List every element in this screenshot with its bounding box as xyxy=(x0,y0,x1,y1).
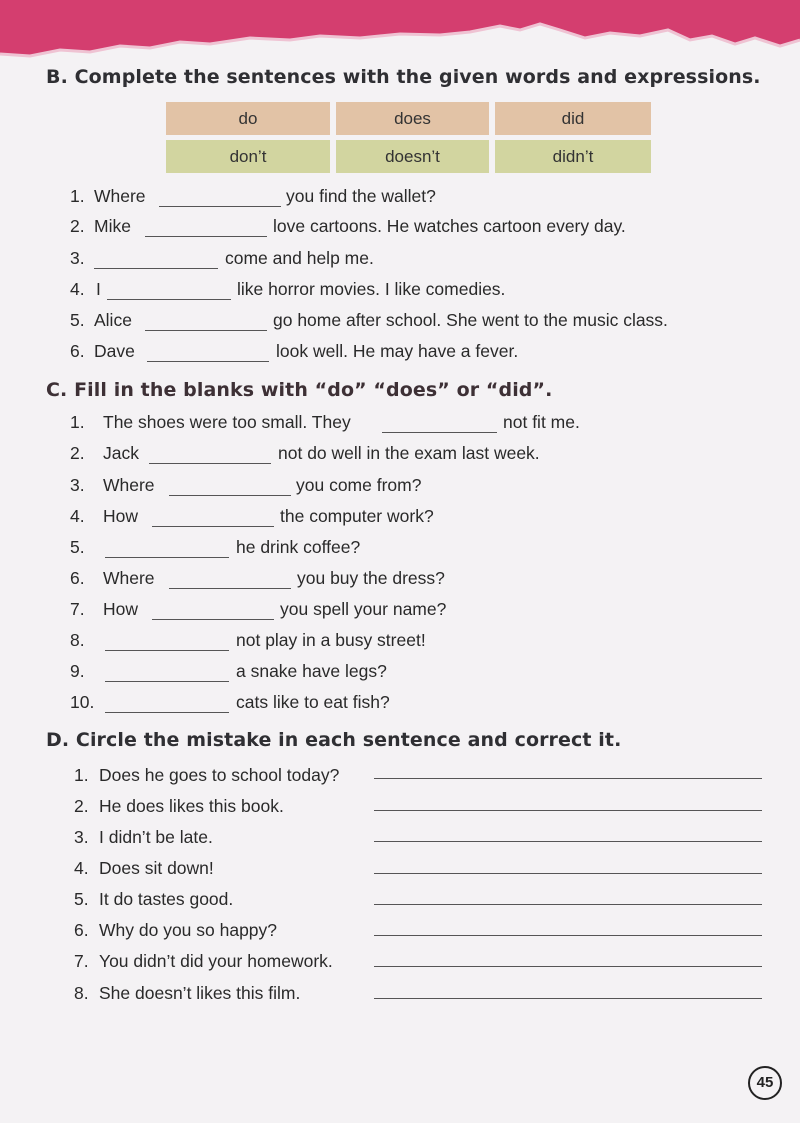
exercise-c-item xyxy=(70,599,670,623)
item-number: 3. xyxy=(70,248,85,268)
item-number: 2. xyxy=(74,796,89,816)
answer-blank[interactable] xyxy=(149,463,271,464)
exercise-b-item xyxy=(70,248,670,272)
item-rest-text: you spell your name? xyxy=(280,599,447,619)
exercise-c-item xyxy=(70,692,670,716)
item-number: 2. xyxy=(70,443,85,463)
correction-line[interactable] xyxy=(374,998,762,999)
mistake-sentence: It do tastes good. xyxy=(99,889,234,909)
exercise-d-item xyxy=(74,889,374,913)
item-lead-text: Mike xyxy=(94,216,131,236)
item-lead-text: Where xyxy=(103,475,155,495)
exercise-c-item xyxy=(70,568,670,592)
item-number: 2. xyxy=(70,216,85,236)
item-lead-text: Dave xyxy=(94,341,135,361)
item-rest-text: not play in a busy street! xyxy=(236,630,426,650)
exercise-b-item xyxy=(70,341,670,365)
item-number: 9. xyxy=(70,661,85,681)
item-number: 10. xyxy=(70,692,95,712)
item-lead-text: Where xyxy=(94,186,146,206)
word-bank-cell: did xyxy=(495,102,651,135)
item-number: 4. xyxy=(70,279,85,299)
item-rest-text: the computer work? xyxy=(280,506,434,526)
item-number: 4. xyxy=(74,858,89,878)
item-lead-text: Jack xyxy=(103,443,139,463)
item-number: 8. xyxy=(74,983,89,1003)
item-rest-text: you come from? xyxy=(296,475,422,495)
item-number: 6. xyxy=(70,568,85,588)
exercise-d-item xyxy=(74,827,374,851)
correction-line[interactable] xyxy=(374,778,762,779)
correction-line[interactable] xyxy=(374,841,762,842)
exercise-c-item xyxy=(70,506,670,530)
section-c-title: C. Fill in the blanks with “do” “does” or “did”. xyxy=(46,379,553,401)
answer-blank[interactable] xyxy=(159,206,281,207)
correction-line[interactable] xyxy=(374,935,762,936)
item-number: 6. xyxy=(70,341,85,361)
item-lead-text: I xyxy=(96,279,101,299)
answer-blank[interactable] xyxy=(169,495,291,496)
exercise-c-item xyxy=(70,630,670,654)
answer-blank[interactable] xyxy=(169,588,291,589)
correction-line[interactable] xyxy=(374,904,762,905)
exercise-d-item xyxy=(74,920,374,944)
answer-blank[interactable] xyxy=(382,432,497,433)
item-number: 5. xyxy=(70,537,85,557)
answer-blank[interactable] xyxy=(152,526,274,527)
exercise-c-item xyxy=(70,412,670,436)
item-number: 4. xyxy=(70,506,85,526)
page-number: 45 xyxy=(748,1066,782,1100)
item-lead-text: Where xyxy=(103,568,155,588)
mistake-sentence: Why do you so happy? xyxy=(99,920,278,940)
exercise-d-item xyxy=(74,983,374,1007)
word-bank xyxy=(166,102,651,173)
item-number: 6. xyxy=(74,920,89,940)
item-rest-text: you buy the dress? xyxy=(297,568,445,588)
exercise-c-item xyxy=(70,475,670,499)
item-number: 1. xyxy=(70,412,85,432)
exercise-b-item xyxy=(70,279,670,303)
word-bank-cell: do xyxy=(166,102,330,135)
item-number: 7. xyxy=(74,951,89,971)
item-number: 1. xyxy=(74,765,89,785)
item-number: 1. xyxy=(70,186,85,206)
item-rest-text: not do well in the exam last week. xyxy=(278,443,540,463)
answer-blank[interactable] xyxy=(107,299,231,300)
item-rest-text: go home after school. She went to the music class. xyxy=(273,310,668,330)
exercise-d-item xyxy=(74,951,374,975)
item-number: 3. xyxy=(70,475,85,495)
item-rest-text: come and help me. xyxy=(225,248,374,268)
word-bank-cell: does xyxy=(336,102,489,135)
item-rest-text: a snake have legs? xyxy=(236,661,387,681)
mistake-sentence: Does sit down! xyxy=(99,858,214,878)
item-number: 5. xyxy=(74,889,89,909)
section-b-title: B. Complete the sentences with the given words and expressions. xyxy=(46,66,761,88)
correction-line[interactable] xyxy=(374,966,762,967)
answer-blank[interactable] xyxy=(105,557,229,558)
item-lead-text: The shoes were too small. They xyxy=(103,412,351,432)
answer-blank[interactable] xyxy=(105,681,229,682)
exercise-b-item xyxy=(70,186,670,210)
mistake-sentence: Does he goes to school today? xyxy=(99,765,340,785)
item-lead-text: How xyxy=(103,506,139,526)
decorative-header-band xyxy=(0,0,800,62)
exercise-d-item xyxy=(74,765,374,789)
item-rest-text: love cartoons. He watches cartoon every day. xyxy=(273,216,626,236)
item-rest-text: he drink coffee? xyxy=(236,537,361,557)
word-bank-cell: didn’t xyxy=(495,140,651,173)
item-rest-text: you find the wallet? xyxy=(286,186,436,206)
item-rest-text: not fit me. xyxy=(503,412,580,432)
section-d-title: D. Circle the mistake in each sentence and correct it. xyxy=(46,729,622,751)
exercise-c-item xyxy=(70,443,670,467)
answer-blank[interactable] xyxy=(145,330,267,331)
mistake-sentence: I didn’t be late. xyxy=(99,827,213,847)
item-number: 5. xyxy=(70,310,85,330)
exercise-d-item xyxy=(74,858,374,882)
answer-blank[interactable] xyxy=(105,712,229,713)
exercise-c-item xyxy=(70,537,670,561)
answer-blank[interactable] xyxy=(145,236,267,237)
item-lead-text: Alice xyxy=(94,310,132,330)
mistake-sentence: She doesn’t likes this film. xyxy=(99,983,301,1003)
item-lead-text: How xyxy=(103,599,139,619)
exercise-b-item xyxy=(70,216,670,240)
item-rest-text: look well. He may have a fever. xyxy=(276,341,519,361)
answer-blank[interactable] xyxy=(152,619,274,620)
correction-line[interactable] xyxy=(374,873,762,874)
word-bank-cell: don’t xyxy=(166,140,330,173)
mistake-sentence: You didn’t did your homework. xyxy=(99,951,333,971)
item-number: 7. xyxy=(70,599,85,619)
exercise-d-item xyxy=(74,796,374,820)
answer-blank[interactable] xyxy=(147,361,269,362)
item-rest-text: cats like to eat fish? xyxy=(236,692,390,712)
item-number: 8. xyxy=(70,630,85,650)
item-number: 3. xyxy=(74,827,89,847)
exercise-b-item xyxy=(70,310,710,334)
word-bank-cell: doesn’t xyxy=(336,140,489,173)
answer-blank[interactable] xyxy=(94,268,218,269)
exercise-c-item xyxy=(70,661,670,685)
answer-blank[interactable] xyxy=(105,650,229,651)
mistake-sentence: He does likes this book. xyxy=(99,796,284,816)
item-rest-text: like horror movies. I like comedies. xyxy=(237,279,506,299)
correction-line[interactable] xyxy=(374,810,762,811)
